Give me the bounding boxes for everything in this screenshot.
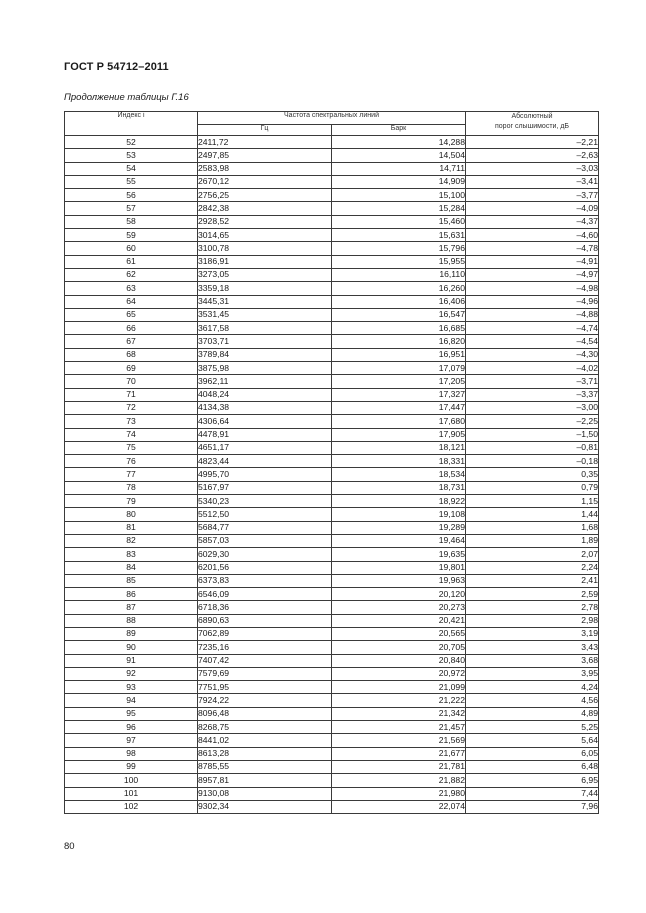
table-row: [65, 242, 599, 255]
cell-index: 57: [65, 202, 198, 215]
cell-hz: 3014,65: [198, 229, 332, 242]
cell-index: 102: [65, 800, 198, 813]
table-row: [65, 614, 599, 627]
column-header-threshold: [466, 112, 599, 136]
column-header-index: Индекс i: [65, 112, 198, 136]
cell-threshold: 2,07: [466, 548, 599, 561]
table-row: [65, 441, 599, 454]
cell-hz: 5684,77: [198, 521, 332, 534]
table-caption: Продолжение таблицы Г.16: [64, 92, 189, 103]
cell-hz: 3100,78: [198, 242, 332, 255]
cell-hz: 5340,23: [198, 495, 332, 508]
cell-hz: 8441,02: [198, 734, 332, 747]
cell-hz: 9302,34: [198, 800, 332, 813]
cell-threshold: –0,18: [466, 455, 599, 468]
cell-threshold: –4,98: [466, 282, 599, 295]
table-row: [65, 175, 599, 188]
cell-threshold: 2,41: [466, 574, 599, 587]
cell-bark: 21,342: [332, 707, 466, 720]
table-row: [65, 760, 599, 773]
cell-bark: 14,504: [332, 149, 466, 162]
cell-threshold: –2,21: [466, 136, 599, 149]
table-row: [65, 295, 599, 308]
table-row: [65, 468, 599, 481]
cell-threshold: –4,88: [466, 308, 599, 321]
cell-hz: 3617,58: [198, 322, 332, 335]
cell-threshold: –2,63: [466, 149, 599, 162]
cell-hz: 2842,38: [198, 202, 332, 215]
table-row: [65, 641, 599, 654]
cell-threshold: 1,89: [466, 534, 599, 547]
cell-hz: 2497,85: [198, 149, 332, 162]
cell-threshold: 3,68: [466, 654, 599, 667]
cell-index: 68: [65, 348, 198, 361]
cell-bark: 16,260: [332, 282, 466, 295]
cell-index: 60: [65, 242, 198, 255]
cell-threshold: 4,56: [466, 694, 599, 707]
cell-bark: 16,547: [332, 308, 466, 321]
cell-hz: 3789,84: [198, 348, 332, 361]
cell-threshold: –2,25: [466, 415, 599, 428]
cell-bark: 22,074: [332, 800, 466, 813]
table-row: [65, 601, 599, 614]
cell-index: 69: [65, 362, 198, 375]
column-header-frequency-group: Частота спектральных линий: [198, 112, 466, 125]
table-row: [65, 574, 599, 587]
cell-bark: 16,820: [332, 335, 466, 348]
cell-hz: 2583,98: [198, 162, 332, 175]
cell-index: 61: [65, 255, 198, 268]
table-row: [65, 149, 599, 162]
cell-index: 100: [65, 774, 198, 787]
table-row: [65, 415, 599, 428]
table-row: [65, 362, 599, 375]
cell-bark: 16,406: [332, 295, 466, 308]
cell-hz: 7407,42: [198, 654, 332, 667]
cell-index: 83: [65, 548, 198, 561]
cell-bark: 19,464: [332, 534, 466, 547]
cell-index: 81: [65, 521, 198, 534]
cell-bark: 21,222: [332, 694, 466, 707]
cell-threshold: 1,15: [466, 495, 599, 508]
cell-bark: 18,121: [332, 441, 466, 454]
table-row: [65, 734, 599, 747]
cell-index: 96: [65, 721, 198, 734]
cell-bark: 20,120: [332, 588, 466, 601]
cell-bark: 18,731: [332, 481, 466, 494]
table-row: [65, 481, 599, 494]
cell-threshold: –4,78: [466, 242, 599, 255]
cell-index: 87: [65, 601, 198, 614]
cell-index: 66: [65, 322, 198, 335]
cell-bark: 19,801: [332, 561, 466, 574]
cell-hz: 6890,63: [198, 614, 332, 627]
cell-index: 70: [65, 375, 198, 388]
cell-threshold: 2,59: [466, 588, 599, 601]
cell-hz: 7235,16: [198, 641, 332, 654]
cell-threshold: –3,41: [466, 175, 599, 188]
cell-bark: 21,099: [332, 681, 466, 694]
cell-bark: 18,534: [332, 468, 466, 481]
cell-hz: 3359,18: [198, 282, 332, 295]
cell-hz: 3445,31: [198, 295, 332, 308]
table-row: [65, 588, 599, 601]
cell-threshold: –1,50: [466, 428, 599, 441]
cell-index: 97: [65, 734, 198, 747]
cell-bark: 16,685: [332, 322, 466, 335]
cell-bark: 21,677: [332, 747, 466, 760]
cell-threshold: 5,64: [466, 734, 599, 747]
cell-threshold: 6,05: [466, 747, 599, 760]
cell-bark: 15,796: [332, 242, 466, 255]
cell-bark: 14,909: [332, 175, 466, 188]
table-row: [65, 495, 599, 508]
cell-bark: 17,327: [332, 388, 466, 401]
cell-index: 64: [65, 295, 198, 308]
table-row: [65, 215, 599, 228]
frequency-table: [64, 111, 599, 814]
cell-index: 73: [65, 415, 198, 428]
cell-hz: 3962,11: [198, 375, 332, 388]
cell-index: 95: [65, 707, 198, 720]
table-row: [65, 335, 599, 348]
table-row: [65, 508, 599, 521]
table-row: [65, 667, 599, 680]
cell-hz: 6201,56: [198, 561, 332, 574]
cell-index: 71: [65, 388, 198, 401]
table-row: [65, 774, 599, 787]
cell-threshold: –4,30: [466, 348, 599, 361]
cell-index: 99: [65, 760, 198, 773]
table-row: [65, 721, 599, 734]
cell-index: 53: [65, 149, 198, 162]
cell-hz: 7579,69: [198, 667, 332, 680]
cell-threshold: 1,44: [466, 508, 599, 521]
cell-hz: 4478,91: [198, 428, 332, 441]
cell-bark: 19,635: [332, 548, 466, 561]
cell-threshold: –3,71: [466, 375, 599, 388]
cell-threshold: 1,68: [466, 521, 599, 534]
cell-hz: 6373,83: [198, 574, 332, 587]
cell-bark: 18,331: [332, 455, 466, 468]
cell-hz: 4306,64: [198, 415, 332, 428]
cell-threshold: 7,96: [466, 800, 599, 813]
cell-index: 93: [65, 681, 198, 694]
cell-threshold: 4,24: [466, 681, 599, 694]
cell-hz: 4823,44: [198, 455, 332, 468]
cell-index: 82: [65, 534, 198, 547]
cell-index: 94: [65, 694, 198, 707]
cell-hz: 8268,75: [198, 721, 332, 734]
cell-bark: 20,273: [332, 601, 466, 614]
cell-hz: 5857,03: [198, 534, 332, 547]
cell-threshold: 3,19: [466, 627, 599, 640]
cell-hz: 4048,24: [198, 388, 332, 401]
cell-bark: 21,569: [332, 734, 466, 747]
table-row: [65, 229, 599, 242]
cell-hz: 9130,08: [198, 787, 332, 800]
cell-index: 72: [65, 401, 198, 414]
table-row: [65, 694, 599, 707]
cell-threshold: 6,48: [466, 760, 599, 773]
cell-threshold: 3,43: [466, 641, 599, 654]
cell-index: 91: [65, 654, 198, 667]
cell-index: 79: [65, 495, 198, 508]
table-row: [65, 455, 599, 468]
cell-hz: 8957,81: [198, 774, 332, 787]
column-header-bark: Барк: [332, 125, 466, 136]
cell-hz: 6029,30: [198, 548, 332, 561]
cell-threshold: –4,60: [466, 229, 599, 242]
table-row: [65, 747, 599, 760]
cell-threshold: –4,09: [466, 202, 599, 215]
table-row: [65, 308, 599, 321]
cell-hz: 3186,91: [198, 255, 332, 268]
cell-bark: 21,781: [332, 760, 466, 773]
table-row: [65, 375, 599, 388]
table-row: [65, 787, 599, 800]
table-row: [65, 654, 599, 667]
cell-hz: 2756,25: [198, 189, 332, 202]
cell-bark: 21,457: [332, 721, 466, 734]
cell-bark: 17,447: [332, 401, 466, 414]
cell-hz: 3875,98: [198, 362, 332, 375]
cell-index: 78: [65, 481, 198, 494]
cell-threshold: –4,97: [466, 268, 599, 281]
cell-index: 90: [65, 641, 198, 654]
cell-bark: 19,108: [332, 508, 466, 521]
table-row: [65, 681, 599, 694]
column-header-hz: Гц: [198, 125, 332, 136]
cell-hz: 5167,97: [198, 481, 332, 494]
table-row: [65, 202, 599, 215]
cell-hz: 7062,89: [198, 627, 332, 640]
cell-threshold: 2,78: [466, 601, 599, 614]
table-row: [65, 401, 599, 414]
table-row: [65, 255, 599, 268]
cell-bark: 20,565: [332, 627, 466, 640]
cell-threshold: 5,25: [466, 721, 599, 734]
threshold-header-line1: Абсолютный: [511, 113, 553, 120]
cell-threshold: –3,03: [466, 162, 599, 175]
cell-bark: 21,882: [332, 774, 466, 787]
cell-threshold: 4,89: [466, 707, 599, 720]
cell-bark: 20,840: [332, 654, 466, 667]
cell-threshold: –4,74: [466, 322, 599, 335]
table-row: [65, 282, 599, 295]
cell-bark: 20,421: [332, 614, 466, 627]
table-row: [65, 707, 599, 720]
cell-threshold: –3,77: [466, 189, 599, 202]
cell-bark: 17,079: [332, 362, 466, 375]
cell-bark: 20,705: [332, 641, 466, 654]
cell-bark: 19,963: [332, 574, 466, 587]
cell-bark: 15,100: [332, 189, 466, 202]
cell-hz: 3531,45: [198, 308, 332, 321]
cell-index: 88: [65, 614, 198, 627]
cell-index: 65: [65, 308, 198, 321]
cell-threshold: –0,81: [466, 441, 599, 454]
table-row: [65, 800, 599, 813]
cell-hz: 4995,70: [198, 468, 332, 481]
cell-threshold: –4,91: [466, 255, 599, 268]
cell-bark: 17,205: [332, 375, 466, 388]
table-row: [65, 268, 599, 281]
cell-index: 75: [65, 441, 198, 454]
cell-index: 86: [65, 588, 198, 601]
cell-index: 54: [65, 162, 198, 175]
table-row: [65, 162, 599, 175]
cell-hz: 8785,55: [198, 760, 332, 773]
cell-bark: 21,980: [332, 787, 466, 800]
cell-index: 74: [65, 428, 198, 441]
cell-index: 58: [65, 215, 198, 228]
cell-index: 84: [65, 561, 198, 574]
table-row: [65, 348, 599, 361]
cell-threshold: 2,24: [466, 561, 599, 574]
table-row: [65, 534, 599, 547]
cell-index: 92: [65, 667, 198, 680]
cell-bark: 16,110: [332, 268, 466, 281]
cell-bark: 15,955: [332, 255, 466, 268]
table-row: [65, 428, 599, 441]
cell-bark: 20,972: [332, 667, 466, 680]
cell-bark: 16,951: [332, 348, 466, 361]
table-row: [65, 627, 599, 640]
cell-bark: 18,922: [332, 495, 466, 508]
cell-index: 101: [65, 787, 198, 800]
cell-hz: 6546,09: [198, 588, 332, 601]
cell-index: 56: [65, 189, 198, 202]
cell-threshold: –4,02: [466, 362, 599, 375]
cell-bark: 15,284: [332, 202, 466, 215]
cell-bark: 17,680: [332, 415, 466, 428]
table-header: [65, 112, 599, 136]
cell-threshold: –4,37: [466, 215, 599, 228]
cell-bark: 14,288: [332, 136, 466, 149]
cell-index: 98: [65, 747, 198, 760]
page-number: 80: [64, 841, 75, 852]
cell-index: 55: [65, 175, 198, 188]
cell-bark: 17,905: [332, 428, 466, 441]
cell-threshold: 3,95: [466, 667, 599, 680]
cell-hz: 5512,50: [198, 508, 332, 521]
threshold-header-line2: порог слышимости, дБ: [495, 123, 569, 130]
cell-threshold: –3,00: [466, 401, 599, 414]
cell-threshold: 6,95: [466, 774, 599, 787]
cell-index: 76: [65, 455, 198, 468]
table-row: [65, 521, 599, 534]
cell-index: 52: [65, 136, 198, 149]
cell-hz: 2928,52: [198, 215, 332, 228]
cell-bark: 15,460: [332, 215, 466, 228]
cell-hz: 6718,36: [198, 601, 332, 614]
cell-index: 67: [65, 335, 198, 348]
cell-hz: 2670,12: [198, 175, 332, 188]
cell-hz: 3703,71: [198, 335, 332, 348]
cell-threshold: 0,35: [466, 468, 599, 481]
cell-hz: 4651,17: [198, 441, 332, 454]
cell-threshold: –4,54: [466, 335, 599, 348]
cell-index: 62: [65, 268, 198, 281]
cell-hz: 2411,72: [198, 136, 332, 149]
cell-hz: 7924,22: [198, 694, 332, 707]
cell-index: 59: [65, 229, 198, 242]
cell-index: 63: [65, 282, 198, 295]
cell-hz: 7751,95: [198, 681, 332, 694]
cell-threshold: 2,98: [466, 614, 599, 627]
cell-bark: 14,711: [332, 162, 466, 175]
table-row: [65, 189, 599, 202]
cell-index: 80: [65, 508, 198, 521]
cell-threshold: –3,37: [466, 388, 599, 401]
cell-index: 77: [65, 468, 198, 481]
cell-hz: 8096,48: [198, 707, 332, 720]
table-row: [65, 388, 599, 401]
cell-hz: 8613,28: [198, 747, 332, 760]
cell-hz: 3273,05: [198, 268, 332, 281]
document-header: ГОСТ Р 54712–2011: [64, 61, 169, 73]
cell-threshold: 7,44: [466, 787, 599, 800]
table-row: [65, 548, 599, 561]
table-body: [65, 136, 599, 814]
cell-index: 85: [65, 574, 198, 587]
cell-index: 89: [65, 627, 198, 640]
cell-hz: 4134,38: [198, 401, 332, 414]
table-row: [65, 322, 599, 335]
cell-threshold: 0,79: [466, 481, 599, 494]
table-row: [65, 561, 599, 574]
cell-bark: 19,289: [332, 521, 466, 534]
cell-threshold: –4,96: [466, 295, 599, 308]
cell-bark: 15,631: [332, 229, 466, 242]
table-row: [65, 136, 599, 149]
